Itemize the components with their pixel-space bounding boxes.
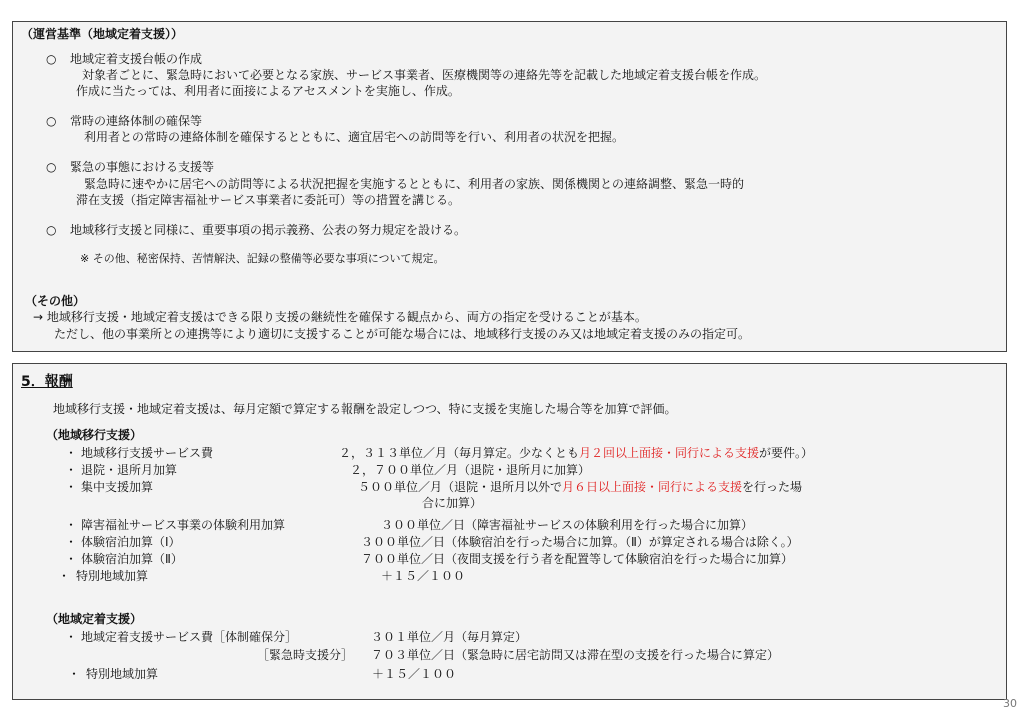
item-title: 緊急の事態における支援等: [70, 160, 215, 174]
remuneration-box: [12, 363, 1007, 700]
item-body-line: 作成に当たっては、利用者に面接によるアセスメントを実施し、作成。: [76, 84, 460, 98]
other-heading: （その他）: [25, 294, 86, 308]
addition-detail: ７００単位／日（夜間支援を行う者を配置等して体験宿泊を行った場合に加算）: [361, 552, 794, 566]
addition-detail: ５００単位／月（退院・退所月以外で月６日以上面接・同行による支援を行った場: [358, 480, 803, 494]
addition-detail: ＋１５／１００: [372, 667, 457, 681]
item-marker: ○: [46, 114, 57, 128]
other-line: → 地域移行支援・地域定着支援はできる限り支援の継続性を確保する観点から、両方の指定を受けることが基本。: [33, 310, 647, 324]
addition-detail: ＋１５／１００: [381, 569, 466, 583]
item-marker: ○: [46, 160, 57, 174]
item-marker: ○: [46, 223, 57, 237]
addition-detail: ７０３単位／日（緊急時に居宅訪問又は滞在型の支援を行った場合に算定）: [371, 648, 780, 662]
addition-name: 障害福祉サービス事業の体験利用加算: [81, 518, 286, 532]
page-number: 30: [1003, 697, 1017, 710]
addition-name: 特別地域加算: [86, 667, 159, 681]
bullet: ・: [65, 630, 78, 644]
operating-standards-box: [12, 21, 1007, 352]
bullet: ・: [65, 535, 78, 549]
addition-name: ［緊急時支援分］: [257, 648, 354, 662]
note-text: ※ その他、秘密保持、苦情解決、記録の整備等必要な事項について規定。: [80, 252, 445, 265]
bullet: ・: [65, 480, 78, 494]
addition-name: 集中支援加算: [81, 480, 154, 494]
addition-detail: ３００単位／日（体験宿泊を行った場合に加算。（Ⅱ）が算定される場合は除く。）: [361, 535, 799, 549]
item-body-line: 利用者との常時の連絡体制を確保するとともに、適宜居宅への訪問等を行い、利用者の状況を把握。: [84, 130, 625, 144]
remuneration-heading: 5．報酬: [21, 374, 73, 390]
item-title: 地域定着支援台帳の作成: [70, 52, 203, 66]
addition-detail: ２，７００単位／月（退院・退所月に加算）: [350, 463, 591, 477]
bullet: ・: [65, 518, 78, 532]
bullet: ・: [65, 463, 78, 477]
item-body-line: 対象者ごとに、緊急時において必要となる家族、サービス事業者、医療機関等の連絡先等を記載した地域定着支援台帳を作成。: [82, 68, 767, 82]
bullet: ・: [58, 569, 71, 583]
bullet: ・: [65, 552, 78, 566]
remuneration-intro: 地域移行支援・地域定着支援は、毎月定額で算定する報酬を設定しつつ、特に支援を実施した場合等を加算で評価。: [53, 402, 677, 416]
addition-name: 退院・退所月加算: [81, 463, 178, 477]
operating-standards-heading: （運営基準（地域定着支援））: [21, 27, 184, 41]
settle-heading: （地域定着支援）: [46, 612, 143, 626]
addition-name: 地域移行支援サービス費: [81, 446, 214, 460]
item-marker: ○: [46, 52, 57, 66]
item-title: 常時の連絡体制の確保等: [70, 114, 203, 128]
addition-detail-continued: 合に加算）: [422, 496, 483, 510]
other-line: ただし、他の事業所との連携等により適切に支援することが可能な場合には、地域移行支援のみ又は地域定着支援のみの指定可。: [54, 327, 751, 341]
bullet: ・: [65, 446, 78, 460]
item-body-line: 緊急時に速やかに居宅への訪問等による状況把握を実施するとともに、利用者の家族、関係機関との連絡調整、緊急一時的: [84, 177, 745, 191]
requirement-highlight: 月２回以上面接・同行による支援: [579, 446, 760, 460]
addition-detail: ３０１単位／月（毎月算定）: [371, 630, 528, 644]
item-body-line: 滞在支援（指定障害福祉サービス事業者に委託可）等の措置を講じる。: [76, 193, 461, 207]
transition-heading: （地域移行支援）: [46, 428, 143, 442]
addition-name: 地域定着支援サービス費［体制確保分］: [81, 630, 298, 644]
requirement-highlight: 月６日以上面接・同行による支援: [562, 480, 743, 494]
addition-detail: ２，３１３単位／月（毎月算定。少なくとも月２回以上面接・同行による支援が要件。）: [339, 446, 814, 460]
bullet: ・: [68, 667, 81, 681]
addition-name: 体験宿泊加算（Ⅰ）: [81, 535, 181, 549]
addition-name: 特別地域加算: [76, 569, 149, 583]
addition-detail: ３００単位／日（障害福祉サービスの体験利用を行った場合に加算）: [381, 518, 754, 532]
item-title: 地域移行支援と同様に、重要事項の掲示義務、公表の努力規定を設ける。: [70, 223, 467, 237]
addition-name: 体験宿泊加算（Ⅱ）: [81, 552, 183, 566]
